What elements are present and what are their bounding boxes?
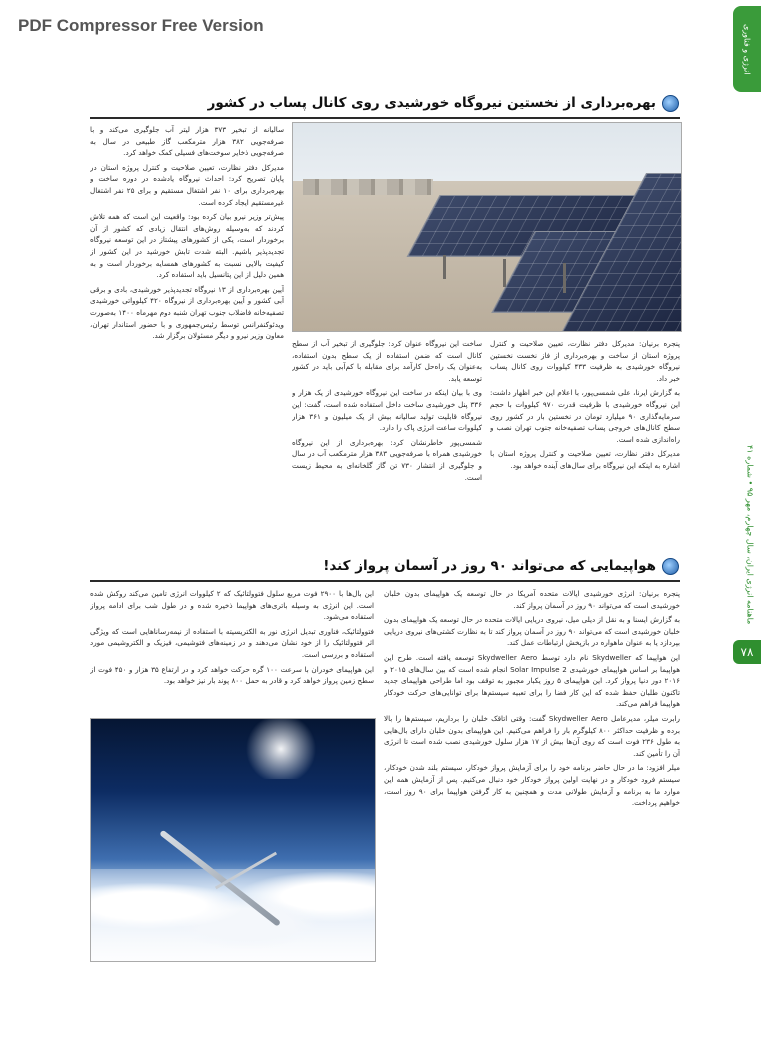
paragraph: مدیرکل دفتر نظارت، تعیین صلاحیت و کنترل پروژه استان در پایان تصریح کرد: احداث نیروگاه یادشده در دوره ساخت و بهره‌برداری برای ۱۰ نفر اشتغال مستقیم و برای ۲۵ نفر اشتغال غیرمستقیم ایجاد کرده است. (90, 162, 284, 207)
paragraph: این هواپیما که Skydweller نام دارد توسط Skydweller Aero توسعه یافته است. طرح این هواپیما بر اساس هواپیمای خورشیدی Solar Impulse 2 انجام شده است که بین سال‌های ۲۰۱۵ و ۲۰۱۶ دور دنیا پرواز کرد. این هواپیمای ۵ روز یکبار مجبور به توقف بود اما طراحی هواپیمای جدید تاکنون طلبان حفظ شده که این کار فضا را برای تعبیه سیستم‌ها برای توانایی‌های حرکت خودکار هواپیما فراهم می‌کند. (384, 652, 680, 709)
paragraph: فتوولتائیک، فناوری تبدیل انرژی نور به الکتریسیته با استفاده از نیمه‌رساناهایی است که ویژگی اثر فتوولتائیک را از خود نشان می‌دهند و در زمینه‌های فتوشیمی، فیزیک و الکتروشیمی مورد استفاده و بررسی است. (90, 626, 374, 659)
article2-column-left (90, 588, 374, 712)
watermark-label: PDF Compressor Free Version (18, 16, 264, 35)
article1-title: بهره‌برداری از نخستین نیروگاه خورشیدی روی کانال پساب در کشور (207, 95, 656, 111)
article1-column-left (90, 124, 284, 538)
section-tab-label: انرژی و فناوری (742, 23, 752, 75)
article1-title-rule (90, 117, 680, 119)
article1-column-right (490, 338, 680, 538)
paragraph: به گزارش ایسنا و به نقل از دیلی میل، نیروی دریایی ایالات متحده در حال توسعه یک هواپیمای بدون خلبان خورشیدی است که می‌تواند ۹۰ روز در آسمان پرواز کند تا به نظارت کشتی‌های نیروی دریایی بپردازد یا به عنوان ماهواره در بازپخش ارتباطات عمل کند. (384, 615, 680, 648)
paragraph: وی با بیان اینکه در ساخت این نیروگاه خورشیدی از یک هزار و ۳۳۶ پنل خورشیدی ساخت داخل استفاده شده است، گفت: این نیروگاه قابلیت تولید سالیانه بیش از یک میلیون و ۳۶۱ هزار کیلووات ساعت انرژی پاک را دارد. (292, 388, 482, 433)
solar-airplane-photo (90, 718, 376, 962)
cloud-layer (91, 869, 375, 961)
paragraph: سالیانه از تبخیر ۳۷۳ هزار لیتر آب جلوگیری می‌کند و با صرفه‌جویی ۳۸۲ هزار مترمکعب گاز طبیعی در سال به صرفه‌جویی ذخایر سوخت‌های فسیلی کمک خواهد کرد. (90, 125, 284, 158)
background-buildings (303, 179, 433, 195)
article1-heading (208, 93, 679, 113)
paragraph: شمسی‌پور خاطرنشان کرد: بهره‌برداری از این نیروگاه خورشیدی همراه با صرفه‌جویی ۳۸۳ هزار مترمکعب آب در سال و جلوگیری از انتشار ۷۳۰ تن گاز گلخانه‌ای به محیط زیست است. (292, 437, 482, 482)
article1-column-middle (292, 338, 482, 538)
section-tab (733, 6, 761, 92)
paragraph: پنجره برنیان: انرژی خورشیدی ایالات متحده آمریکا در حال توسعه یک هواپیمای بدون خلبان خورشیدی است که می‌تواند ۹۰ روز در آسمان پرواز کند. (384, 589, 680, 610)
paragraph: این هواپیمای خودران با سرعت ۱۰۰ گره حرکت خواهد کرد و در ارتفاع ۳۵ هزار و ۴۵۰ فوت از سطح زمین پرواز خواهد کرد و قادر به حمل ۸۰۰ پوند بار نیز خواهد بود. (90, 664, 374, 686)
paragraph: میلر افزود: ما در حال حاضر برنامه خود را برای آزمایش پرواز خودکار، سیستم بلند شدن خودکار، سیستم فرود خودکار و در نهایت اولین پرواز خودکار خود دنبال می‌کنیم. پس از آزمایش همه این موارد ما به برنامه و آزمایش طولانی مدت و همچنین به کار گرفتن هواپیما برای ۹۰ روز است، خواهیم پرداخت. (384, 763, 680, 808)
solar-panels-photo (292, 122, 682, 332)
paragraph: این بال‌ها با ۲۹۰۰ فوت مربع سلول فتوولتائیک که ۲ کیلووات انرژی تامین می‌کند روکش شده است. این انرژی به وسیله باتری‌های هواپیما ذخیره شده و در طول شب برای ادامه پرواز استفاده می‌شود. (90, 589, 374, 622)
paragraph: رابرت میلر، مدیرعامل Skydweller Aero گفت: وقتی اتاقک خلبان را برداریم، سیستم‌ها را بالا برده و ظرفیت حداکثر ۸۰۰ کیلوگرم بار را فراهم می‌کنیم. این هواپیمای بدون خلبان دارای بال‌هایی به طول ۲۳۶ فوت است که روی آن‌ها بیش از ۱۷ هزار سلول خورشیدی نصب شده است تا انرژی آن را تأمین کند. (384, 713, 680, 758)
panel-support (443, 255, 446, 279)
globe-bullet-icon (662, 558, 679, 575)
panel-support (563, 263, 566, 293)
article2-column-right (384, 588, 680, 962)
paragraph: به گزارش ایرنا، علی شمسی‌پور، با اعلام این خبر اظهار داشت: این نیروگاه خورشیدی با ظرفیت قدرت ۹۷۰ کیلووات با حجم سرمایه‌گذاری ۹۰ میلیارد تومان در نخستین بار در کشور روی سطح کانال‌های خروجی پساب تصفیه‌خانه جنوب تهران نصب و راه‌اندازی شده است. (490, 388, 680, 444)
article2-title: هواپیمایی که می‌تواند ۹۰ روز در آسمان پرواز کند! (323, 558, 656, 574)
panel-support (503, 259, 506, 287)
globe-bullet-icon (662, 95, 679, 112)
paragraph: آیین بهره‌برداری از ۱۳ نیروگاه تجدیدپذیر خورشیدی، بادی و برقی آبی کشور و آیین بهره‌برداری از نیروگاه ۴۲۰ کیلوواتی خورشیدی تصفیه‌خانه فاضلاب جنوب تهران شنبه دوم مهرماه ۱۴۰۰ به‌صورت ویدئوکنفرانس توسط رئیس‌جمهوری و با حضور استاندار تهران، معاون وزیر نیرو و دیگر مسئولان برگزار شد. (90, 284, 284, 341)
paragraph: ساخت این نیروگاه عنوان کرد: جلوگیری از تبخیر آب از سطح کانال است که ضمن استفاده از یک سطح بدون استفاده، به‌عنوان یک راه‌حل کارآمد برای مقابله با کم‌آبی باید در کشور توسعه یابد. (292, 339, 482, 383)
page-number: ۷۸ (733, 640, 761, 664)
issue-meta (743, 430, 757, 640)
article2-title-rule (90, 580, 680, 582)
paragraph: مدیرکل دفتر نظارت، تعیین صلاحیت و کنترل پروژه استان با اشاره به اینکه این نیروگاه برای سال‌های آینده خواهد بود. (490, 449, 680, 470)
issue-meta-label: ماهنامه انرژی ایران، سال چهارم، مهر ۹۵ • شماره ۴۱ (745, 445, 755, 625)
sun-glow (241, 719, 321, 779)
article2-heading (323, 556, 679, 576)
paragraph: پیش‌تر وزیر نیرو بیان کرده بود: واقعیت این است که همه تلاش کردند که به‌وسیله روش‌های انتقال زیادی که کشور از آن برخوردار است، یکی از کشورهای پیشتاز در این توسعه نیروگاه تجدیدپذیر باشیم. البته شدت تابش خورشید در این کشور از کیفیت بالایی نسبت به کشورهای همسایه برخوردار است و به همین دلیل از این پتانسیل باید استفاده کرد. (90, 212, 284, 280)
paragraph: پنجره برنیان: مدیرکل دفتر نظارت، تعیین صلاحیت و کنترل پروژه استان از ساخت و بهره‌برداری از فاز نخست نخستین نیروگاه خورشیدی به ظرفیت ۴۳۳ کیلووات روی کانال پساب خبر داد. (490, 339, 680, 383)
